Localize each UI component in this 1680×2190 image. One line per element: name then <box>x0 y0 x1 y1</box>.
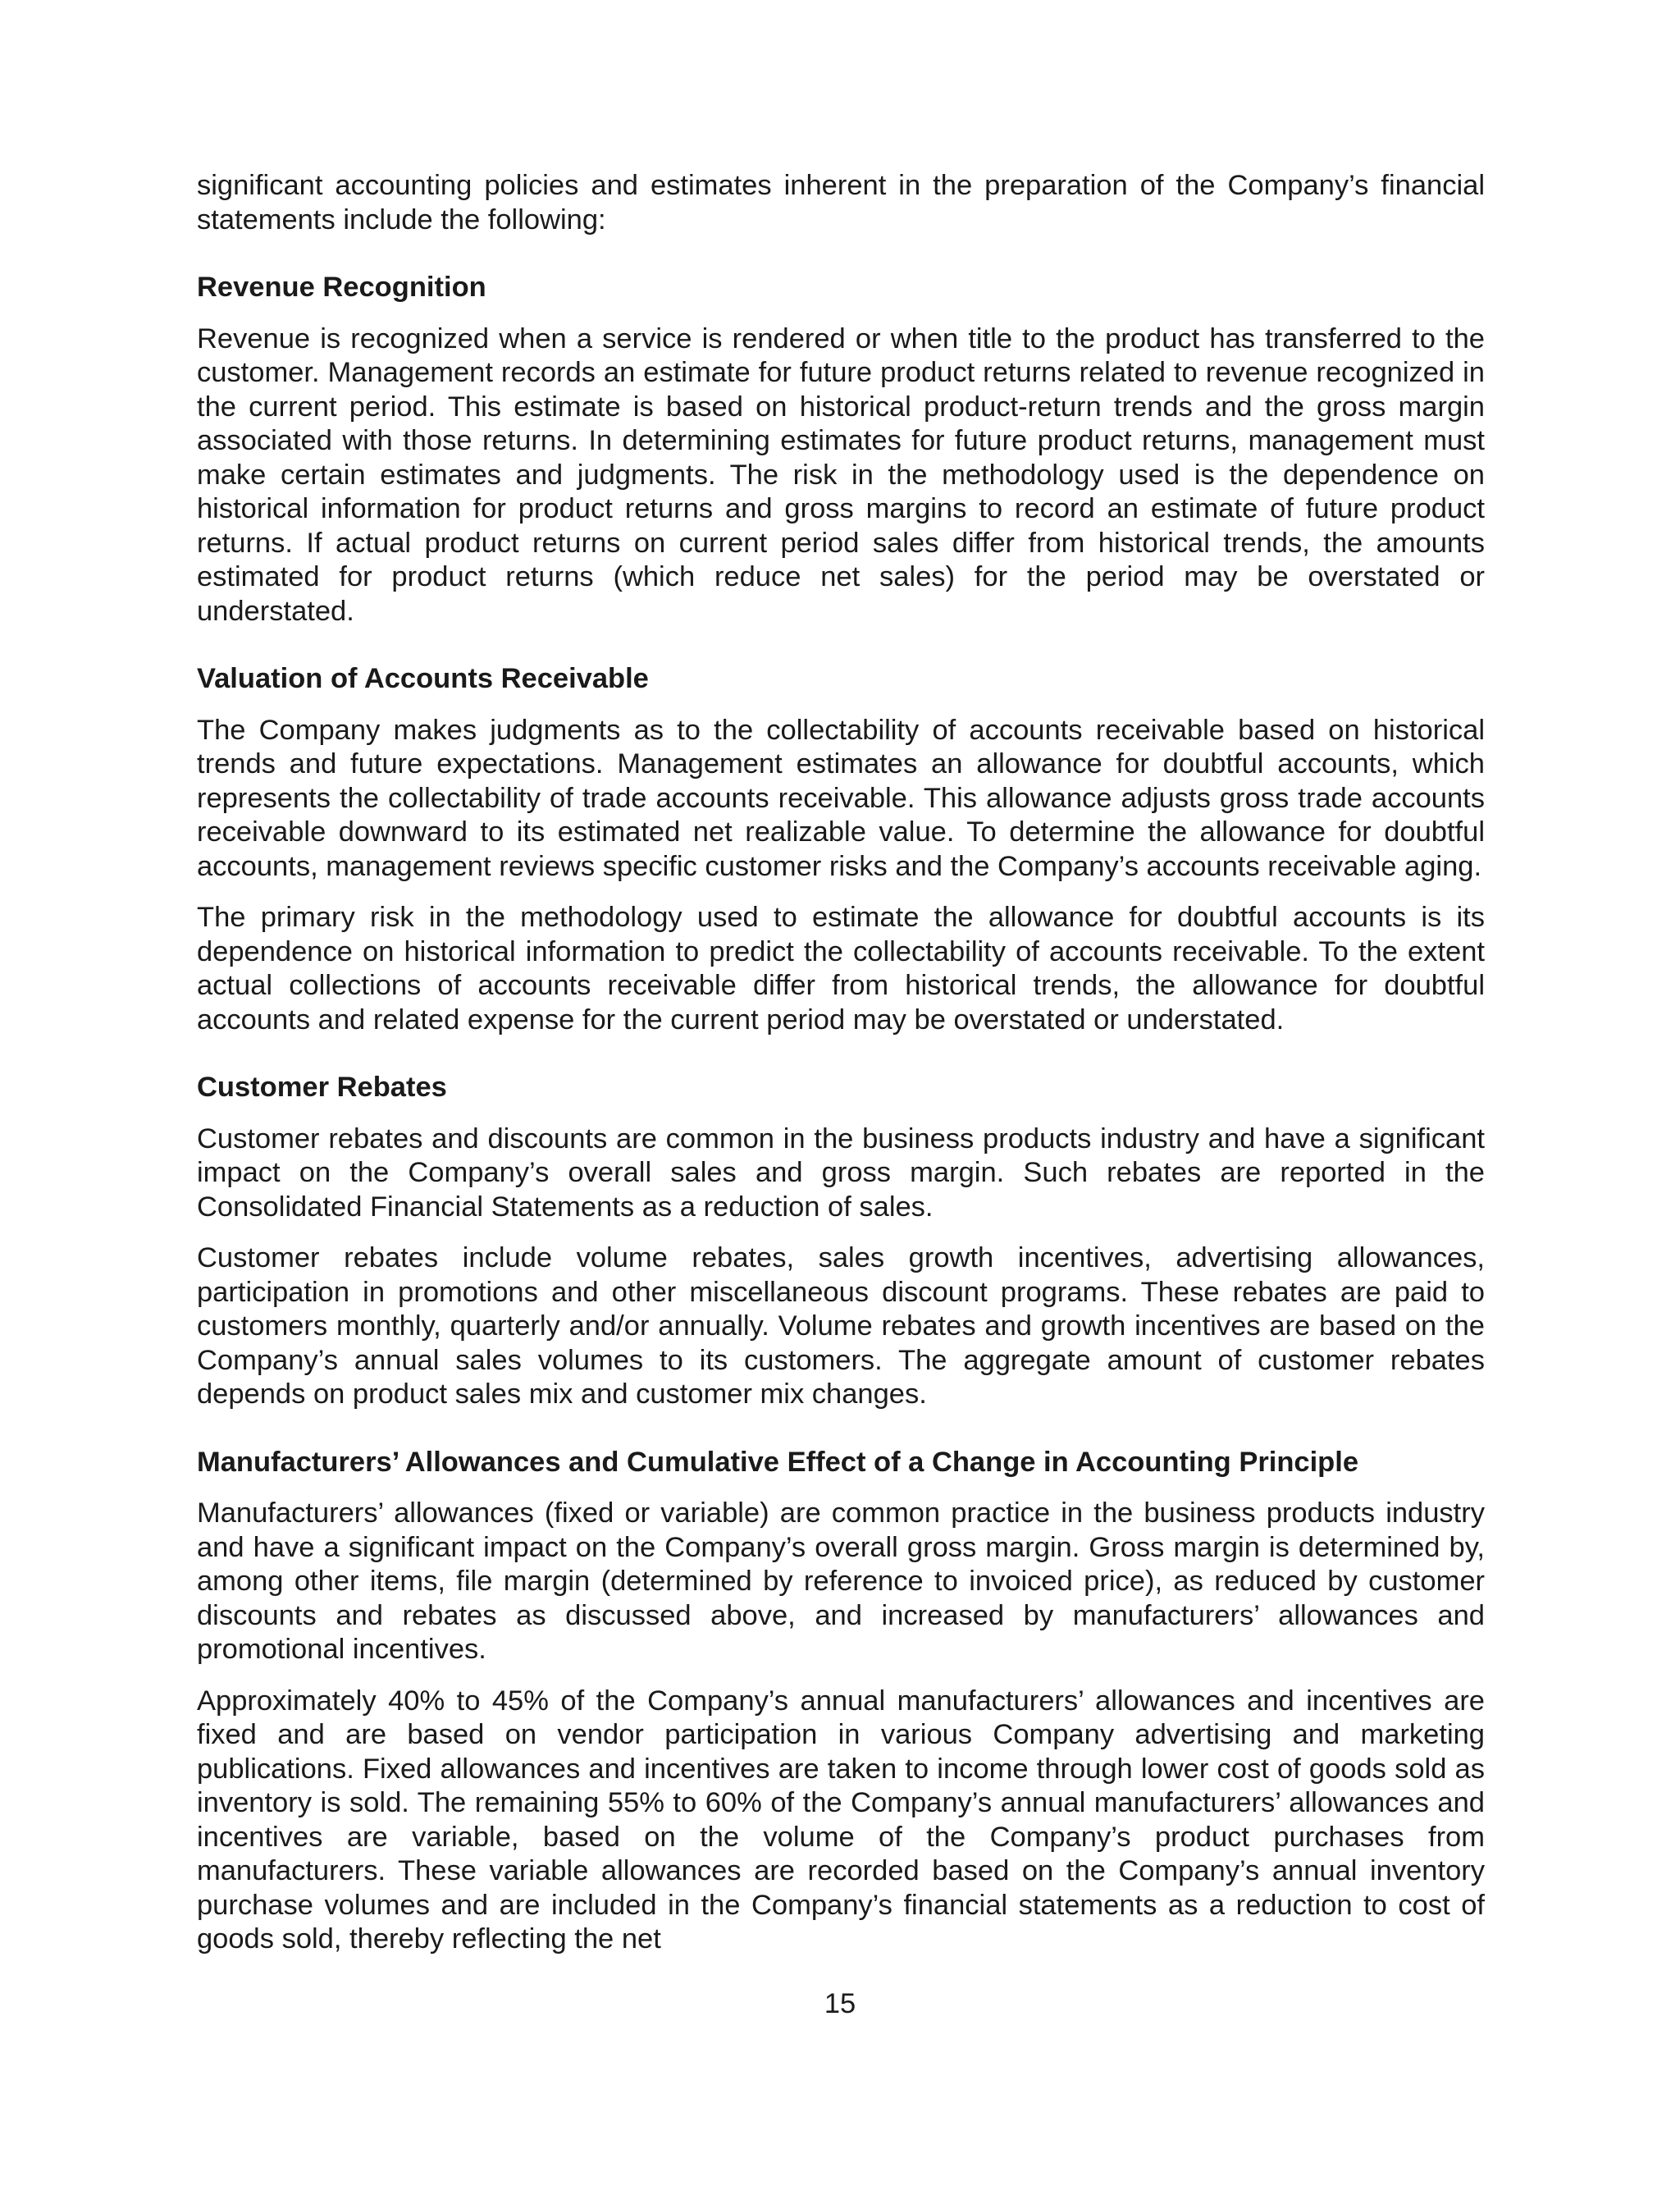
document-page <box>197 169 1485 1957</box>
section-revenue-recognition <box>197 271 1485 629</box>
section-heading: Manufacturers’ Allowances and Cumulative Effect of a Change in Accounting Principle <box>197 1446 1359 1478</box>
section-paragraph: The primary risk in the methodology used to estimate the allowance for doubtful accounts is its dependence on historical information to predict the collectability of accounts receivable. To the extent actual collections of accounts receivable differ from historical trends, the allowance for doubtful accounts and related expense for the current period may be overstated or understated. <box>197 902 1485 1036</box>
intro-paragraph: significant accounting policies and estimates inherent in the preparation of the Company’s financial statements include the following: <box>197 170 1485 235</box>
section-paragraph: Customer rebates and discounts are common in the business products industry and have a significant impact on the Company’s overall sales and gross margin. Such rebates are reported in the Consolidated Financial Statements as a reduction of sales. <box>197 1122 1485 1223</box>
section-paragraph: Customer rebates include volume rebates, sales growth incentives, advertising allowances, participation in promotions and other miscellaneous discount programs. These rebates are paid to customers monthly, quarterly and/or annually. Volume rebates and growth incentives are based on the Company’s annual sales volumes to its customers. The aggregate amount of customer rebates depends on product sales mix and customer mix changes. <box>197 1242 1485 1410</box>
section-paragraph: The Company makes judgments as to the collectability of accounts receivable based on historical trends and future expectations. Management estimates an allowance for doubtful accounts, which represents the collectability of trade accounts receivable. This allowance adjusts gross trade accounts receivable downward to its estimated net realizable value. To determine the allowance for doubtful accounts, management reviews specific customer risks and the Company’s accounts receivable aging. <box>197 714 1485 882</box>
section-paragraph: Revenue is recognized when a service is rendered or when title to the product has transferred to the customer. Management records an estimate for future product returns related to revenue recognized in the current period. This estimate is based on historical product-return trends and the gross margin associated with those returns. In determining estimates for future product returns, management must make certain estimates and judgments. The risk in the methodology used is the dependence on historical information for product returns and gross margins to record an estimate of future product returns. If actual product returns on current period sales differ from historical trends, the amounts estimated for product returns (which reduce net sales) for the period may be overstated or understated. <box>197 322 1485 627</box>
section-paragraph: Approximately 40% to 45% of the Company’s annual manufacturers’ allowances and incentives are fixed and are based on vendor participation in various Company advertising and marketing publications. Fixed allowances and incentives are taken to income through lower cost of goods sold as inventory is sold. The remaining 55% to 60% of the Company’s annual manufacturers’ allowances and incentives are variable, based on the volume of the Company’s product purchases from manufacturers. These variable allowances are recorded based on the Company’s annual inventory purchase volumes and are included in the Company’s financial statements as a reduction to cost of goods sold, thereby reflecting the net <box>197 1685 1485 1955</box>
section-paragraph: Manufacturers’ allowances (fixed or variable) are common practice in the business products industry and have a significant impact on the Company’s overall gross margin. Gross margin is determined by, among other items, file margin (determined by reference to invoiced price), as reduced by customer discounts and rebates as discussed above, and increased by manufacturers’ allowances and promotional incentives. <box>197 1497 1485 1665</box>
section-heading: Revenue Recognition <box>197 272 486 303</box>
section-manufacturers-allowances <box>197 1446 1485 1957</box>
section-valuation-of-accounts-receivable <box>197 662 1485 1037</box>
page-number: 15 <box>824 1988 856 2019</box>
section-heading: Customer Rebates <box>197 1072 447 1103</box>
section-heading: Valuation of Accounts Receivable <box>197 663 649 694</box>
section-customer-rebates <box>197 1071 1485 1412</box>
